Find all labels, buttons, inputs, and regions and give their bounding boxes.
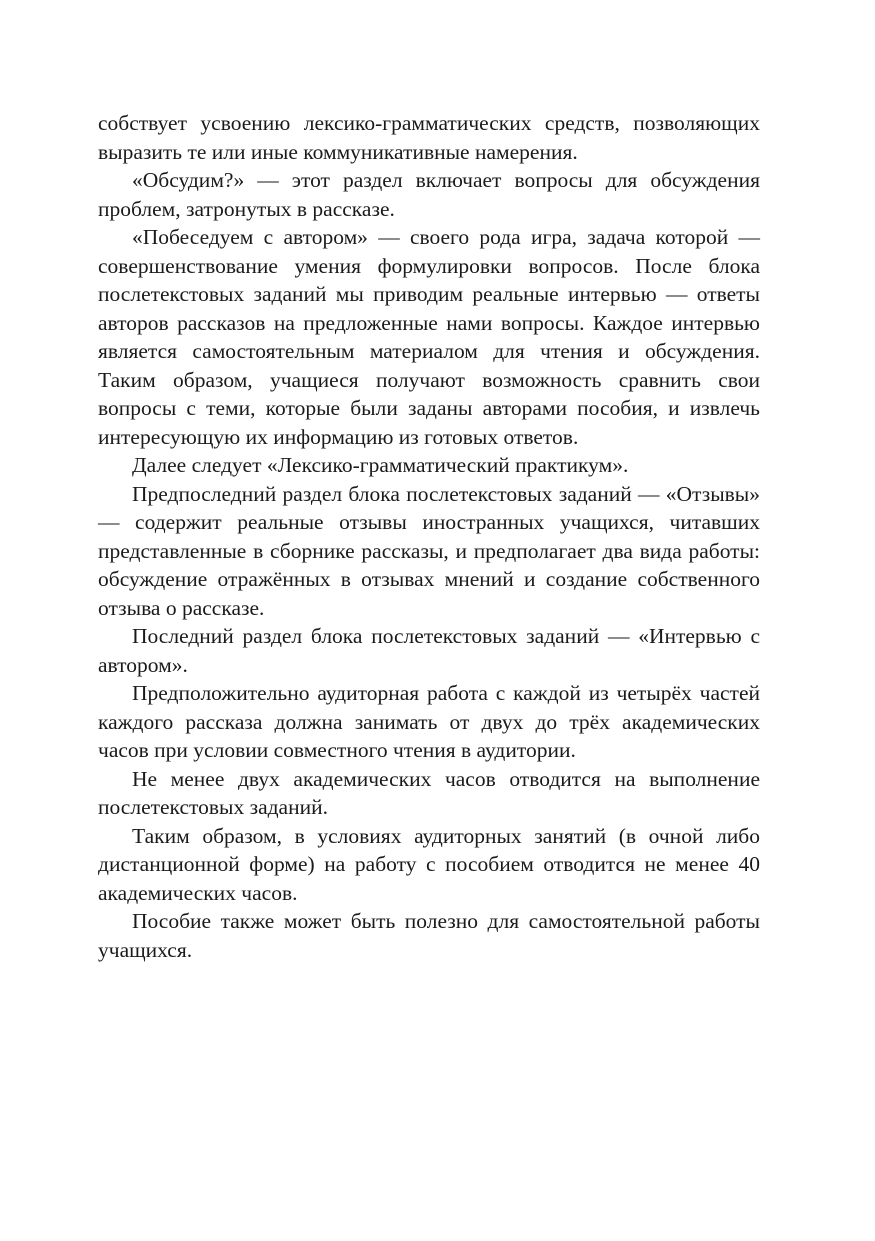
paragraph-discuss-section: «Обсудим?» — этот раздел включает вопросы для обсуждения проблем, затронутых в рассказе.	[98, 168, 760, 221]
document-page	[98, 109, 760, 964]
paragraph-practicum: Далее следует «Лексико-грамматический практикум».	[132, 453, 629, 477]
paragraph-reviews-section: Предпоследний раздел блока послетекстовых заданий — «Отзывы» — содержит реальные отзывы иностранных учащихся, читавших представленные в сборнике рассказы, и предполагает два вида работы: обсуждение отражённых в отзывах мнений и создание собственного отзыва о рассказе.	[98, 481, 760, 620]
paragraph-self-study: Пособие также может быть полезно для самостоятельной работы учащихся.	[98, 909, 760, 962]
paragraph-classroom-hours: Предположительно аудиторная работа с каждой из четырёх частей каждого рассказа должна занимать от двух до трёх академических часов при условии совместного чтения в аудитории.	[98, 681, 760, 762]
paragraph-post-text-hours: Не менее двух академических часов отводится на выполнение послетекстовых заданий.	[98, 766, 760, 819]
paragraph-interview-section: Последний раздел блока послетекстовых заданий — «Интервью с автором».	[98, 624, 760, 677]
paragraph-continuation: собствует усвоению лексико-грамматических средств, позволяющих выразить те или иные коммуникативные намерения.	[98, 111, 760, 164]
paragraph-talk-with-author: «Побеседуем с автором» — своего рода игра, задача которой — совершенствование умения формулировки вопросов. После блока послетекстовых заданий мы приводим реальные интервью — ответы авторов рассказов на предложенные нами вопросы. Каждое интервью является самостоятельным материалом для чтения и обсуждения. Таким образом, учащиеся получают возможность сравнить свои вопросы с теми, которые были заданы авторами пособия, и извлечь интересующую их информацию из готовых ответов.	[98, 225, 760, 449]
paragraph-total-hours: Таким образом, в условиях аудиторных занятий (в очной либо дистанционной форме) на работу с пособием отводится не менее 40 академических часов.	[98, 823, 760, 905]
